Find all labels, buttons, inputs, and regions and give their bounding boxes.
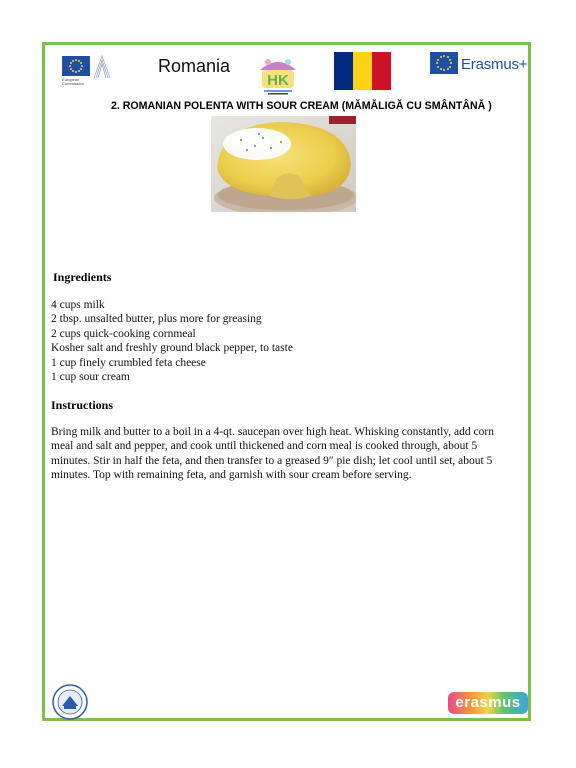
eu-star-icon xyxy=(70,62,72,64)
list-item: 2 cups quick-cooking cornmeal xyxy=(51,327,196,340)
recipe-title: 2. ROMANIAN POLENTA WITH SOUR CREAM (MĂMĂLIGĂ CU SMÂNTÂNĂ ) xyxy=(111,100,492,112)
ec-building-lines-icon xyxy=(92,54,112,80)
eu-star-icon xyxy=(440,56,442,58)
list-item: 1 cup finely crumbled feta cheese xyxy=(51,356,206,369)
eu-star-icon xyxy=(437,66,439,68)
eu-flag xyxy=(430,52,458,74)
eu-star-icon xyxy=(447,56,449,58)
list-item: 1 cup sour cream xyxy=(51,371,130,384)
ec-logo-text: European Commission xyxy=(62,77,85,86)
erasmus-plus-label: Erasmus+ xyxy=(461,56,528,73)
eu-star-icon xyxy=(447,68,449,70)
list-item: Kosher salt and freshly ground black pepper, to taste xyxy=(51,342,293,355)
eu-star-icon xyxy=(436,62,438,64)
instructions-heading: Instructions xyxy=(51,398,114,412)
eu-star-icon xyxy=(437,59,439,61)
eu-star-icon xyxy=(75,71,77,73)
erasmus-colorful-logo xyxy=(448,692,528,714)
romania-flag xyxy=(334,52,391,90)
erasmus-plus-logo xyxy=(430,52,530,82)
ingredients-heading: Ingredients xyxy=(53,270,112,284)
eu-star-icon xyxy=(78,70,80,72)
svg-text:HK: HK xyxy=(267,72,289,89)
european-commission-logo xyxy=(52,52,112,90)
eu-star-icon xyxy=(81,65,83,67)
eu-star-icon xyxy=(450,62,452,64)
school-seal-logo xyxy=(52,684,88,720)
eu-star-icon xyxy=(80,68,82,70)
eu-flag-small xyxy=(62,56,90,76)
erasmus-bottom-label: erasmus xyxy=(448,692,528,714)
list-item: 4 cups milk xyxy=(51,299,105,311)
eu-star-icon xyxy=(449,59,451,61)
polenta-photo xyxy=(211,116,356,212)
eu-star-icon xyxy=(80,62,82,64)
eu-star-icon xyxy=(443,69,445,71)
eu-star-icon xyxy=(75,59,77,61)
instructions-text: Bring milk and butter to a boil in a 4-qt. saucepan over high heat. Whisking constantly, add corn meal and salt and pepper, and cook until thickened and corn meal is cooked through, about 5 minutes. Stir in half the feta, and then transfer to a greased 9″ pie dish; let cool until set, about 5 minutes. Top with remaining feta, and garnish with sour cream before serving. xyxy=(51,426,494,482)
eu-star-icon xyxy=(72,60,74,62)
eu-star-icon xyxy=(70,68,72,70)
country-name: Romania xyxy=(158,56,231,76)
eu-star-icon xyxy=(449,66,451,68)
eu-star-icon xyxy=(443,55,445,57)
eu-star-icon xyxy=(69,65,71,67)
project-hk-logo xyxy=(256,54,300,96)
eu-star-icon xyxy=(440,68,442,70)
ingredient-list xyxy=(51,298,293,384)
eu-star-icon xyxy=(72,70,74,72)
list-item: 2 tbsp. unsalted butter, plus more for greasing xyxy=(51,313,262,326)
